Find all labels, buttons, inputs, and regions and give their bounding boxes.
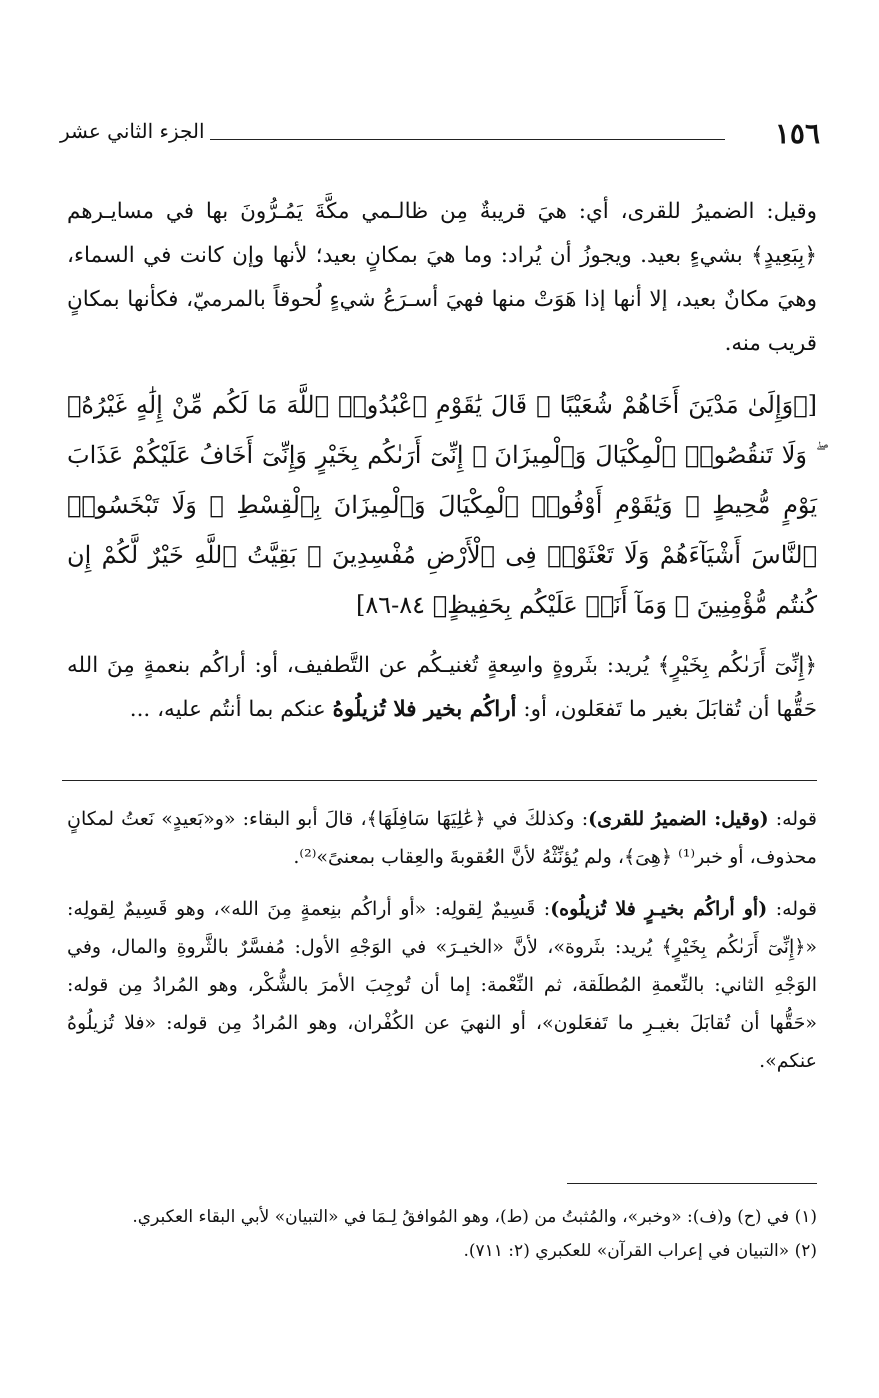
main-text [67, 190, 817, 732]
quran-verses: [﴿وَإِلَىٰ مَدْيَنَ أَخَاهُمْ شُعَيْبًا ۚ قَالَ يَٰقَوْمِ ٱعْبُدُوا۟ ٱللَّهَ مَا لَكُم مِّنْ إِلَٰهٍ غَيْرُهُۥ ۖ وَلَا تَنقُصُوا۟ ٱلْمِكْيَالَ وَٱلْمِيزَانَ ۚ إِنِّىٓ أَرَىٰكُم بِخَيْرٍ وَإِنِّىٓ أَخَافُ عَلَيْكُمْ عَذَابَ يَوْمٍ مُّحِيطٍ ۞ وَيَٰقَوْمِ أَوْفُوا۟ ٱلْمِكْيَالَ وَٱلْمِيزَانَ بِٱلْقِسْطِ ۖ وَلَا تَبْخَسُوا۟ ٱلنَّاسَ أَشْيَآءَهُمْ وَلَا تَعْثَوْا۟ فِى ٱلْأَرْضِ مُفْسِدِينَ ۞ بَقِيَّتُ ٱللَّهِ خَيْرٌ لَّكُمْ إِن كُنتُم مُّؤْمِنِينَ ۚ وَمَآ أَنَا۠ عَلَيْكُم بِحَفِيظٍ﴾ ٨٤-٨٦] [67, 391, 817, 619]
page-header [60, 115, 820, 155]
section-divider [62, 780, 817, 781]
main-paragraph: وقيل: الضميرُ للقرى، أي: هيَ قريبةٌ مِن ظالـمي مكَّةَ يَمُـرُّونَ بها في مسايـرهم ﴿بِبَعِيدٍ﴾ بشيءٍ بعيد. ويجوزُ أن يُراد: وما هيَ بمكانٍ بعيد؛ لأنها وإن كانت في السماء، وهيَ مكانٌ بعيد، إلا أنها إذا هَوَتْ منها فهيَ أسـرَعُ شيءٍ لُحوقاً بالمرميّ، فكأنها بمكانٍ قريب منه. [67, 199, 817, 356]
page-number: ١٥٦ [774, 117, 820, 150]
footnotes [67, 1200, 817, 1268]
commentary-paragraph: قوله: (أو أراكُم بخيـرٍ فلا تُزيلُوه): قَسِيمٌ لِقولِه: «أو أراكُم بنِعمةٍ مِنَ الله»، وهو قَسِيمٌ لِقولِه: «﴿إِنِّىٓ أَرَىٰكُم بِخَيْرٍ﴾ يُريد: بثَروة»، لأنَّ «الخيـرَ» في الوَجْهِ الأول: مُفسَّرٌ بالثَّروةِ والمال، وفي الوَجْهِ الثاني: بالنِّعمةِ المُطلَقة، ثم النِّعْمة: إما أن تُوجِبَ الأمرَ بالشُّكْر، وهو المُرادُ مِن قوله: «حَقُّها أن تُقابَلَ بغيـرِ ما تَفعَلون»، أو النهيَ عن الكُفْران، وهو المُرادُ مِن قوله: «فلا تُزيلُوهُ عنكم». [67, 898, 817, 1072]
footnote-divider [567, 1183, 817, 1184]
footnote: (١) في (ح) و(ف): «وخبر»، والمُثبتُ من (ط)، وهو المُوافقُ لِـمَا في «التبيان» لأبي البقاء العكبري. [132, 1207, 817, 1227]
footnote: (٢) «التبيان في إعراب القرآن» للعكبري (٢: ٧١١). [463, 1241, 817, 1261]
commentary [67, 800, 817, 1094]
quran-quote: ﴿إِنِّىٓ أَرَىٰكُم بِخَيْرٍ﴾ [657, 653, 817, 678]
commentary-paragraph: قوله: (وقيل: الضميرُ للقرى): وكذلكَ في ﴿عَٰلِيَهَا سَافِلَهَا﴾، قالَ أبو البقاء: «و«بَعيدٍ» نَعتُ لمكانٍ محذوف، أو خبر⁽¹⁾ ﴿هِىَ﴾، ولم يُؤنِّثْهُ لأنَّ العُقوبةَ والعِقاب بمعنىً»⁽²⁾. [67, 808, 817, 868]
bold-phrase: أراكُم بخير فلا تُزيلُوهُ [332, 697, 517, 722]
running-title: الجزء الثاني عشر [60, 119, 205, 143]
commentary-heading: (وقيل: الضميرُ للقرى) [588, 808, 769, 830]
header-rule [210, 139, 725, 140]
main-paragraph-2: ﴿إِنِّىٓ أَرَىٰكُم بِخَيْرٍ﴾ يُريد: بثَروةٍ واسِعةٍ تُغنيـكُم عن التَّطفيف، أو: أراكُم بنعمةٍ مِنَ الله حَقُّها أن تُقابَلَ بغير ما تَفعَلون، أو: أراكُم بخير فلا تُزيلُوهُ عنكم بما أنتُم عليه، ... [67, 653, 817, 722]
commentary-heading: (أو أراكُم بخيـرٍ فلا تُزيلُوه) [550, 898, 768, 920]
